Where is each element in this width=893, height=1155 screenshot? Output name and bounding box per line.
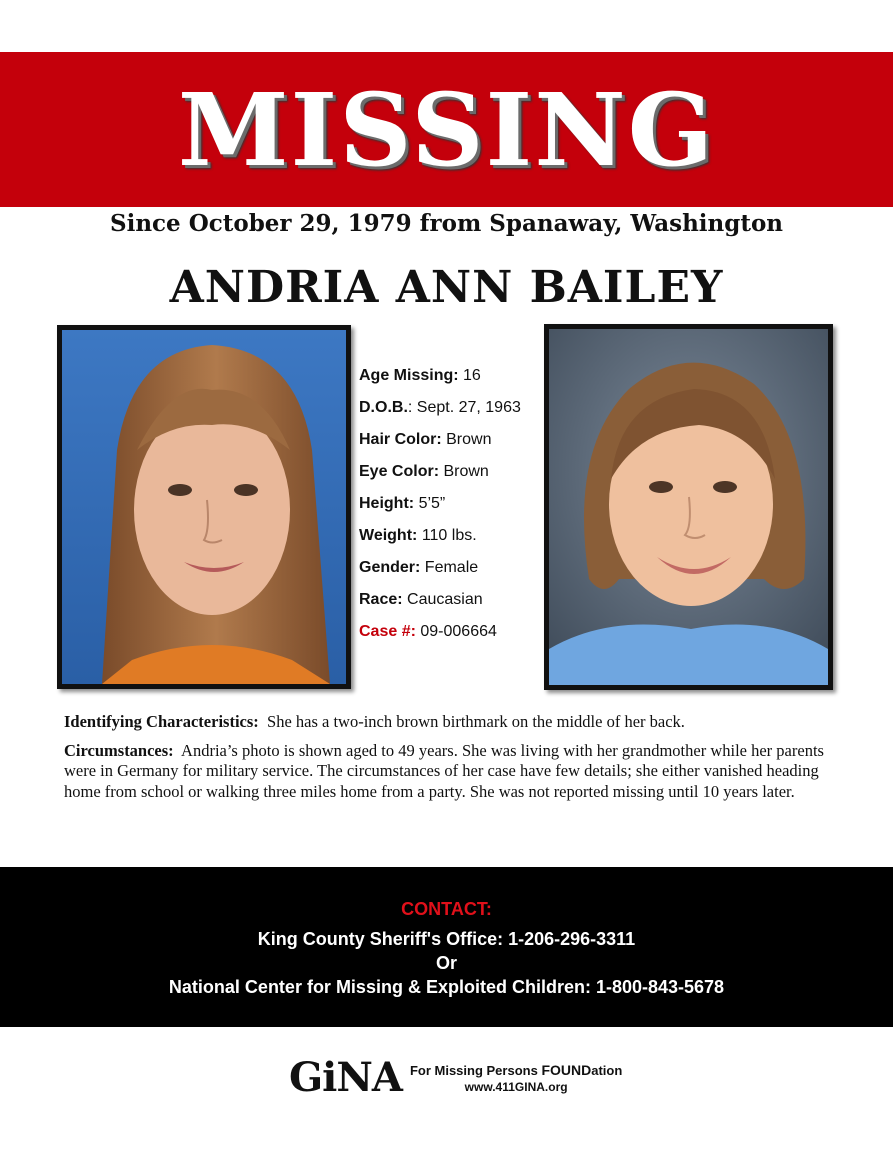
banner-title: MISSING xyxy=(177,70,716,189)
contact-section xyxy=(0,867,893,1027)
contact-title: CONTACT: xyxy=(401,899,492,919)
gina-logo-mark: GiNA xyxy=(289,1054,402,1101)
details-list xyxy=(359,360,544,648)
detail-height: Height: 5’5” xyxy=(359,495,446,512)
contact-sheriff: King County Sheriff's Office: 1-206-296-3311 xyxy=(257,929,636,949)
contact-ncmec: National Center for Missing & Exploited Children: 1-800-843-5678 xyxy=(168,977,725,997)
photo-age-progressed xyxy=(544,324,833,690)
gina-logo-text xyxy=(410,1062,622,1094)
detail-dob: D.O.B.: Sept. 27, 1963 xyxy=(359,399,521,416)
photo-child-image xyxy=(62,330,346,684)
gina-logo xyxy=(289,1055,622,1101)
contact-or: Or xyxy=(435,953,457,973)
detail-race: Race: Caucasian xyxy=(359,591,483,608)
detail-hair-color: Hair Color: Brown xyxy=(359,431,492,448)
detail-case-number: Case #: 09-006664 xyxy=(359,623,497,640)
circumstances: Circumstances: Andria’s photo is shown aged to 49 years. She was living with her grandmother while her parents were in Germany for military service. The circumstances of her case have few details; she either vanished heading home from school or walking three miles home from a party. She was not reported missing until 10 years later. xyxy=(64,740,824,801)
missing-since: Since October 29, 1979 from Spanaway, Washington xyxy=(109,210,784,237)
person-name: ANDRIA ANN BAILEY xyxy=(169,262,724,313)
detail-gender: Gender: Female xyxy=(359,559,479,576)
identifying-characteristics: Identifying Characteristics: She has a two-inch brown birthmark on the middle of her back. xyxy=(64,712,685,731)
gina-url: www.411GINA.org xyxy=(464,1080,568,1094)
detail-eye-color: Eye Color: Brown xyxy=(359,463,489,480)
gina-tagline: For Missing Persons FOUNDation xyxy=(409,1062,623,1078)
photo-age-16 xyxy=(57,325,351,689)
detail-age-missing: Age Missing: 16 xyxy=(359,367,481,384)
case-description xyxy=(64,712,834,810)
photo-adult-image xyxy=(549,329,828,685)
detail-weight: Weight: 110 lbs. xyxy=(359,527,477,544)
missing-banner xyxy=(0,52,893,207)
